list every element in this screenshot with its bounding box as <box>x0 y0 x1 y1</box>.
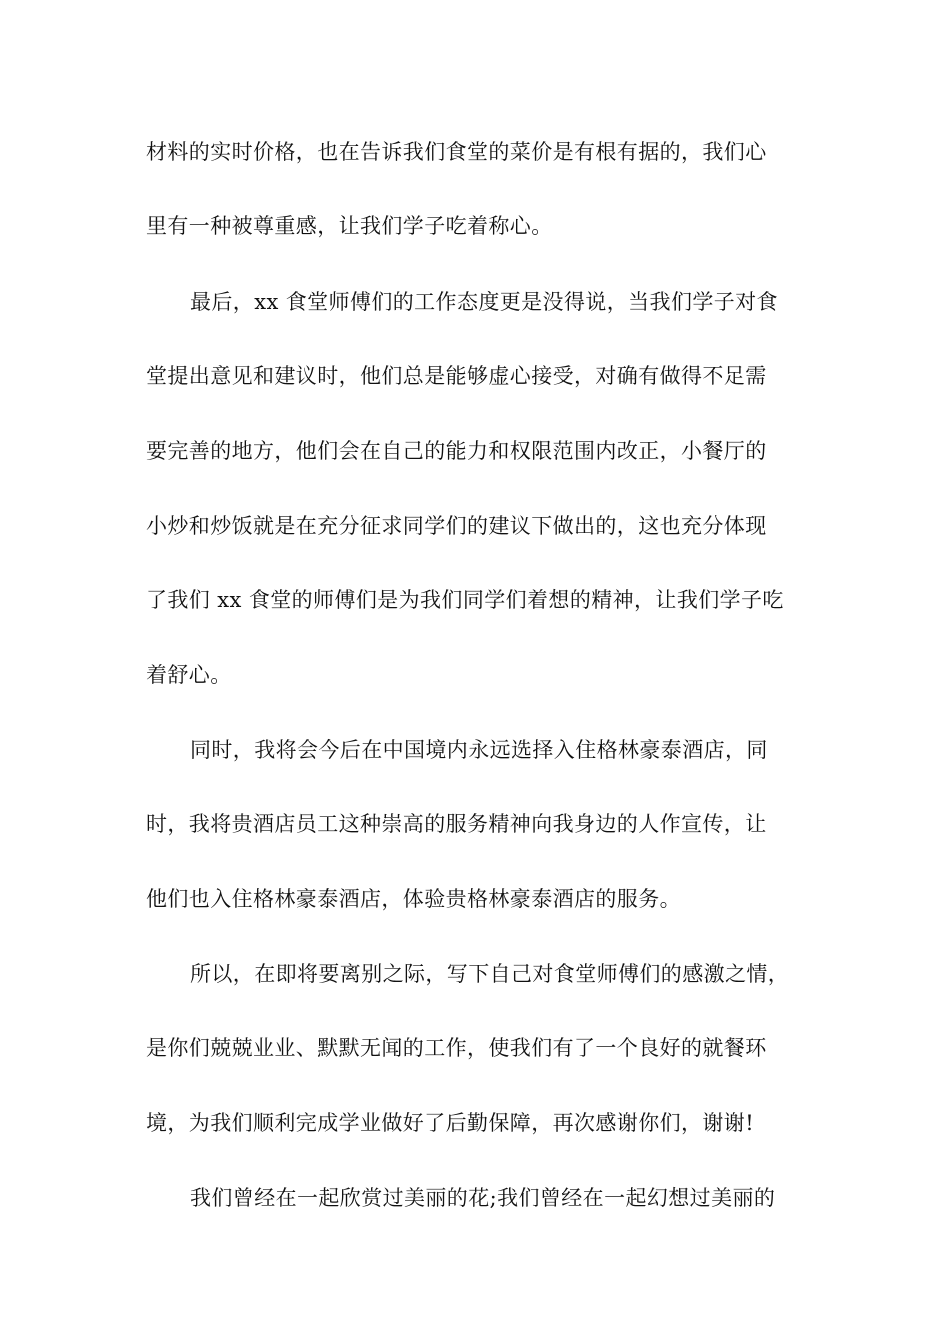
paragraph-start-line: 最后，xx 食堂师傅们的工作态度更是没得说，当我们学子对食 <box>190 290 778 314</box>
text-line: 着舒心。 <box>146 663 232 687</box>
text-line: 小炒和炒饭就是在充分征求同学们的建议下做出的，这也充分体现 <box>146 514 767 538</box>
text-line: 他们也入住格林豪泰酒店，体验贵格林豪泰酒店的服务。 <box>146 887 681 911</box>
text-line: 是你们兢兢业业、默默无闻的工作，使我们有了一个良好的就餐环 <box>146 1036 767 1060</box>
text-line: 里有一种被尊重感，让我们学子吃着称心。 <box>146 214 553 238</box>
paragraph-start-line: 同时，我将会今后在中国境内永远选择入住格林豪泰酒店，同 <box>190 738 768 762</box>
text-line: 材料的实时价格，也在告诉我们食堂的菜价是有根有据的，我们心 <box>146 140 767 164</box>
paragraph-start-line: 所以，在即将要离别之际，写下自己对食堂师傅们的感激之情， <box>190 962 790 986</box>
text-line: 堂提出意见和建议时，他们总是能够虚心接受，对确有做得不足需 <box>146 364 767 388</box>
text-line: 要完善的地方，他们会在自己的能力和权限范围内改正，小餐厅的 <box>146 439 767 463</box>
text-line: 境，为我们顺利完成学业做好了后勤保障，再次感谢你们，谢谢! <box>146 1111 755 1135</box>
text-line: 时，我将贵酒店员工这种崇高的服务精神向我身边的人作宣传，让 <box>146 812 767 836</box>
paragraph-start-line: 我们曾经在一起欣赏过美丽的花;我们曾经在一起幻想过美丽的 <box>190 1186 776 1210</box>
text-line: 了我们 xx 食堂的师傅们是为我们同学们着想的精神，让我们学子吃 <box>146 588 784 612</box>
